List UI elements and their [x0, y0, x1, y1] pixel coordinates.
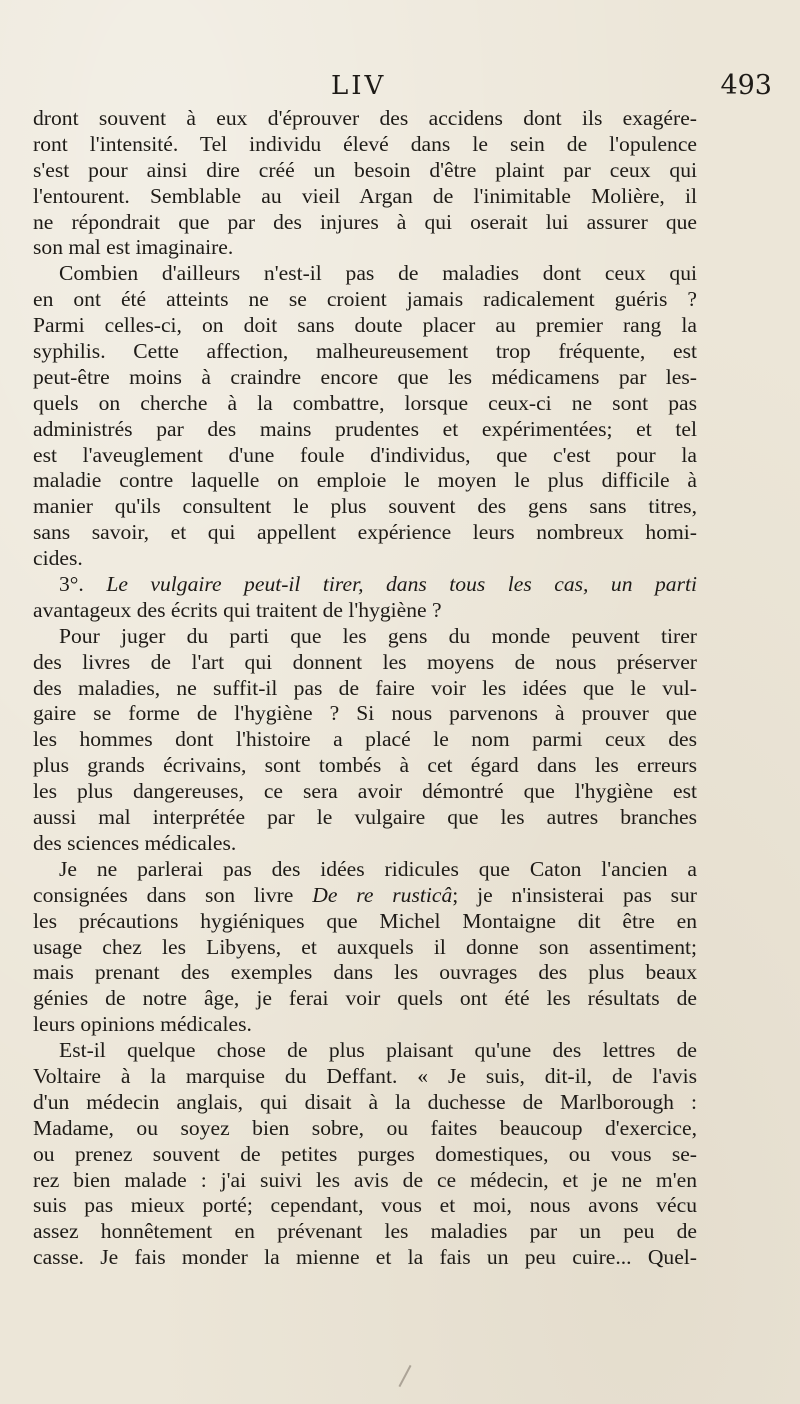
text-run: consignées dans son livre — [33, 882, 313, 907]
text-line: quels on cherche à la combattre, lorsque ceux-ci ne sont pas — [33, 390, 697, 415]
text-line — [33, 857, 697, 883]
text-line: plus grands écrivains, sont tombés à cet égard dans les erreurs — [33, 753, 697, 778]
text-line: Madame, ou soyez bien sobre, ou faites beaucoup d'exercice, — [33, 1115, 697, 1140]
text-line: les plus dangereuses, ce sera avoir démontré que l'hygiène est — [33, 779, 697, 804]
text-line: des maladies, ne suffit-il pas de faire voir les idées que le vul- — [33, 675, 697, 700]
text-line: cides. — [33, 546, 83, 571]
text-line: des livres de l'art qui donnent les moyens de nous préserver — [33, 649, 697, 674]
text-line: ront l'intensité. Tel individu élevé dans le sein de l'opulence — [33, 131, 697, 156]
text-line: aussi mal interprétée par le vulgaire que les autres branches — [33, 805, 697, 830]
text-line: génies de notre âge, je ferai voir quels ont été les résultats de — [33, 986, 697, 1011]
text-line: syphilis. Cette affection, malheureusement trop fréquente, est — [33, 339, 697, 364]
text-line: leurs opinions médicales. — [33, 1012, 252, 1037]
text-line: rez bien malade : j'ai suivi les avis de ce médecin, et je ne m'en — [33, 1167, 697, 1192]
paper-mark — [398, 1365, 411, 1387]
text-line: l'entourent. Semblable au vieil Argan de l'inimitable Molière, il — [33, 183, 697, 208]
text-line: usage chez les Libyens, et auxquels il donne son assentiment; — [33, 934, 697, 959]
text-line: Pour juger du parti que les gens du monde peuvent tirer — [59, 623, 697, 648]
text-line: dront souvent à eux d'éprouver des accidens dont ils exagére- — [33, 106, 697, 130]
italic-text: Le vulgaire peut-il tirer, dans tous les cas, un parti — [106, 572, 697, 597]
text-line: Voltaire à la marquise du Deffant. « Je suis, dit-il, de l'avis — [33, 1063, 697, 1088]
running-head-title: LIV — [331, 71, 387, 101]
text-line: gaire se forme de l'hygiène ? Si nous parvenons à prouver que — [33, 701, 697, 726]
text-line: ou prenez souvent de petites purges domestiques, ou vous se- — [33, 1141, 697, 1166]
text-line: maladie contre laquelle on emploie le moyen le plus difficile à — [33, 468, 697, 493]
body-text — [33, 106, 697, 1271]
text-line: en ont été atteints ne se croient jamais radicalement guéris ? — [33, 287, 697, 312]
text-run: Je ne parlerai pas des idées ridicules que Caton l'ancien a — [59, 856, 697, 881]
text-line — [33, 883, 697, 909]
text-line: casse. Je fais monder la mienne et la fais un peu cuire... Quel- — [33, 1245, 697, 1270]
text-line: d'un médecin anglais, qui disait à la duchesse de Marlborough : — [33, 1089, 697, 1114]
text-line: suis pas mieux porté; cependant, vous et moi, nous avons vécu — [33, 1193, 697, 1218]
text-line: ne répondrait que par des injures à qui oserait lui assurer que — [33, 209, 697, 234]
text-line: des sciences médicales. — [33, 830, 237, 855]
text-line: les précautions hygiéniques que Michel Montaigne dit être en — [33, 908, 697, 933]
text-line: avantageux des écrits qui traitent de l'hygiène ? — [33, 597, 442, 622]
text-line — [33, 572, 697, 598]
text-run: ; je n'insisterai pas sur — [452, 882, 697, 907]
text-run: 3°. — [59, 572, 107, 597]
text-line: les hommes dont l'histoire a placé le nom parmi ceux des — [33, 727, 697, 752]
text-line: Est-il quelque chose de plus plaisant qu'une des lettres de — [59, 1038, 697, 1063]
text-line: s'est pour ainsi dire créé un besoin d'être plaint par ceux qui — [33, 157, 697, 182]
text-line: peut-être moins à craindre encore que les médicamens par les- — [33, 364, 697, 389]
italic-text: De re rusticâ — [312, 882, 453, 907]
text-line: administrés par des mains prudentes et expérimentées; et tel — [33, 416, 697, 441]
page-number: 493 — [720, 70, 772, 101]
text-line: sans savoir, et qui appellent expérience leurs nombreux homi- — [33, 520, 697, 545]
text-line: Combien d'ailleurs n'est-il pas de maladies dont ceux qui — [59, 261, 697, 286]
text-line: Parmi celles-ci, on doit sans doute placer au premier rang la — [33, 313, 697, 338]
text-line: son mal est imaginaire. — [33, 235, 234, 260]
text-line: est l'aveuglement d'une foule d'individus, que c'est pour la — [33, 442, 697, 467]
running-head — [0, 68, 800, 104]
text-line: mais prenant des exemples dans les ouvrages des plus beaux — [33, 960, 697, 985]
text-line: assez honnêtement en prévenant les maladies par un peu de — [33, 1219, 697, 1244]
text-line: manier qu'ils consultent le plus souvent des gens sans titres, — [33, 494, 697, 519]
